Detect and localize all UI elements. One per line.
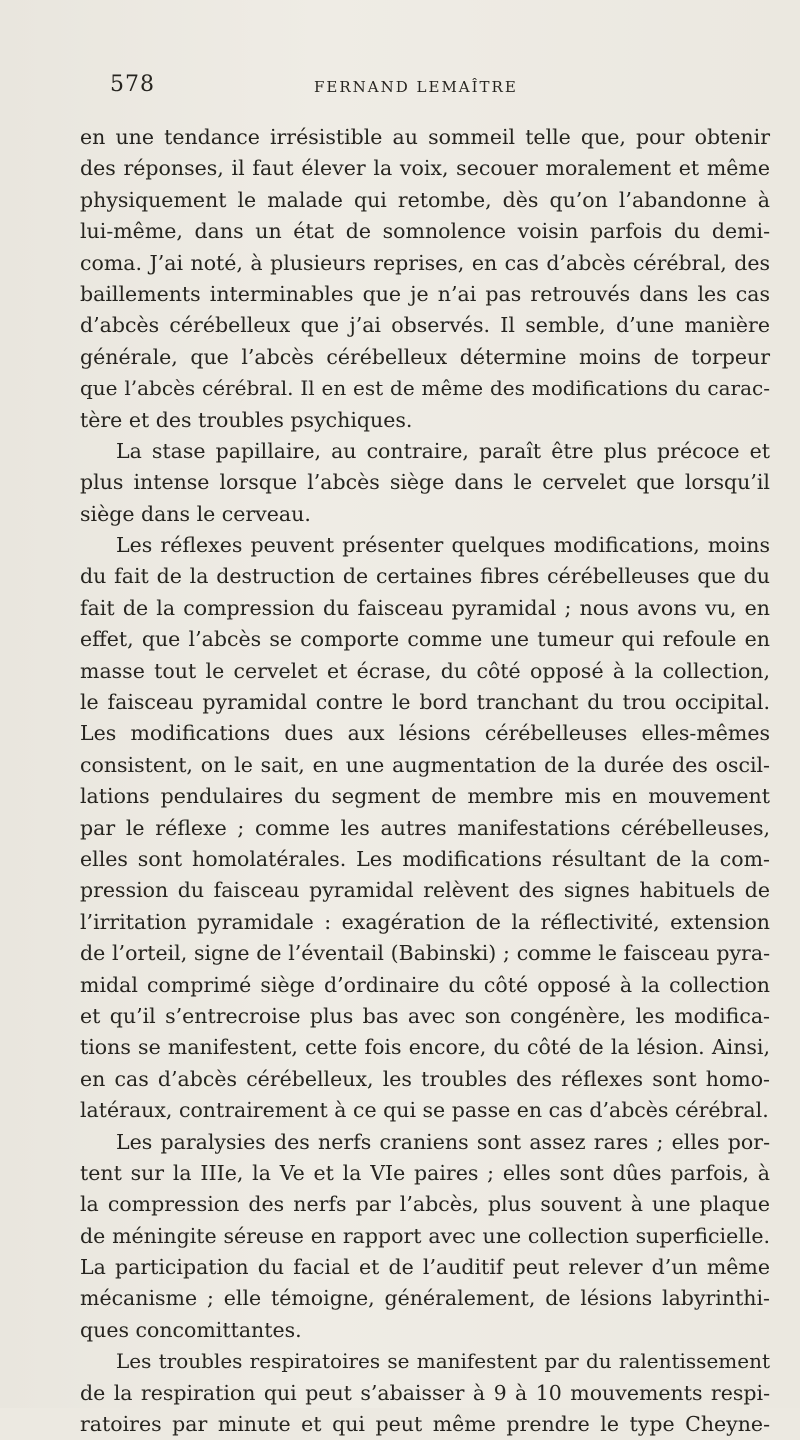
text-line: d’abcès cérébelleux que j’ai observés. Il semble, d’une manière [80,313,770,338]
text-line: tère et des troubles psychiques. [80,407,413,432]
text-line: fait de la compression du faisceau pyramidal ; nous avons vu, en [80,595,770,620]
page-header [110,72,760,102]
text-line: effet, que l’abcès se comporte comme une tumeur qui refoule en [80,627,770,652]
text-line: tent sur la IIIe, la Ve et la VIe paires ; elles sont dûes parfois, à [80,1160,770,1185]
text-line: en cas d’abcès cérébelleux, les troubles des réflexes sont homo- [80,1066,770,1091]
text-line: physiquement le malade qui retombe, dès qu’on l’abandonne à [80,187,770,212]
text-line: et qu’il s’entrecroise plus bas avec son congénère, les modifica- [80,1003,770,1028]
text-line: ratoires par minute et qui peut même prendre le type Cheyne- [80,1412,770,1437]
text-line: Les troubles respiratoires se manifestent par du ralentissement [116,1349,770,1374]
text-line: siège dans le cerveau. [80,501,311,526]
text-line: par le réflexe ; comme les autres manifestations cérébelleuses, [80,815,770,840]
text-line: baillements interminables que je n’ai pas retrouvés dans les cas [80,281,770,306]
text-line: Les paralysies des nerfs craniens sont assez rares ; elles por- [116,1129,770,1154]
text-line: l’irritation pyramidale : exagération de la réflectivité, extension [80,909,770,934]
text-line: midal comprimé siège d’ordinaire du côté opposé à la collection [80,972,770,997]
text-line: du fait de la destruction de certaines fibres cérébelleuses que du [80,564,770,589]
text-line: mécanisme ; elle témoigne, généralement, de lésions labyrinthi- [80,1286,770,1311]
text-line: elles sont homolatérales. Les modifications résultant de la com- [80,846,770,871]
text-line: latéraux, contrairement à ce qui se passe en cas d’abcès cérébral. [80,1098,769,1123]
text-line: des réponses, il faut élever la voix, secouer moralement et même [80,156,770,181]
body-text [80,122,770,1440]
text-line: de l’orteil, signe de l’éventail (Babinski) ; comme le faisceau pyra- [80,941,770,966]
text-line: ques concomittantes. [80,1317,302,1342]
text-line: le faisceau pyramidal contre le bord tranchant du trou occipital. [80,690,770,715]
text-line: plus intense lorsque l’abcès siège dans le cervelet que lorsqu’il [80,470,770,495]
text-line: consistent, on le sait, en une augmentation de la durée des oscil- [80,752,770,777]
text-line: lui-même, dans un état de somnolence voisin parfois du demi- [80,219,770,244]
text-line: masse tout le cervelet et écrase, du côté opposé à la collection, [80,658,770,683]
running-head: FERNAND LEMAÎTRE [314,78,518,96]
text-line: tions se manifestent, cette fois encore, du côté de la lésion. Ainsi, [80,1035,770,1060]
text-line: générale, que l’abcès cérébelleux détermine moins de torpeur [80,344,770,369]
text-line: coma. J’ai noté, à plusieurs reprises, en cas d’abcès cérébral, des [80,250,770,275]
text-line: de la respiration qui peut s’abaisser à 9 à 10 mouvements respi- [80,1380,770,1405]
text-line: que l’abcès cérébral. Il en est de même des modifications du carac- [80,376,770,401]
text-line: Les modifications dues aux lésions cérébelleuses elles-mêmes [80,721,770,746]
text-line: La stase papillaire, au contraire, paraît être plus précoce et [116,438,770,463]
text-line: La participation du facial et de l’auditif peut relever d’un même [80,1255,770,1280]
text-line: lations pendulaires du segment de membre mis en mouvement [80,784,770,809]
text-line: en une tendance irrésistible au sommeil telle que, pour obtenir [80,125,770,149]
text-line: de méningite séreuse en rapport avec une collection superficielle. [80,1223,770,1248]
text-line: Les réflexes peuvent présenter quelques modifications, moins [116,533,770,558]
text-line: la compression des nerfs par l’abcès, plus souvent à une plaque [80,1192,770,1217]
page-number: 578 [110,72,155,97]
text-line: pression du faisceau pyramidal relèvent des signes habituels de [80,878,770,903]
